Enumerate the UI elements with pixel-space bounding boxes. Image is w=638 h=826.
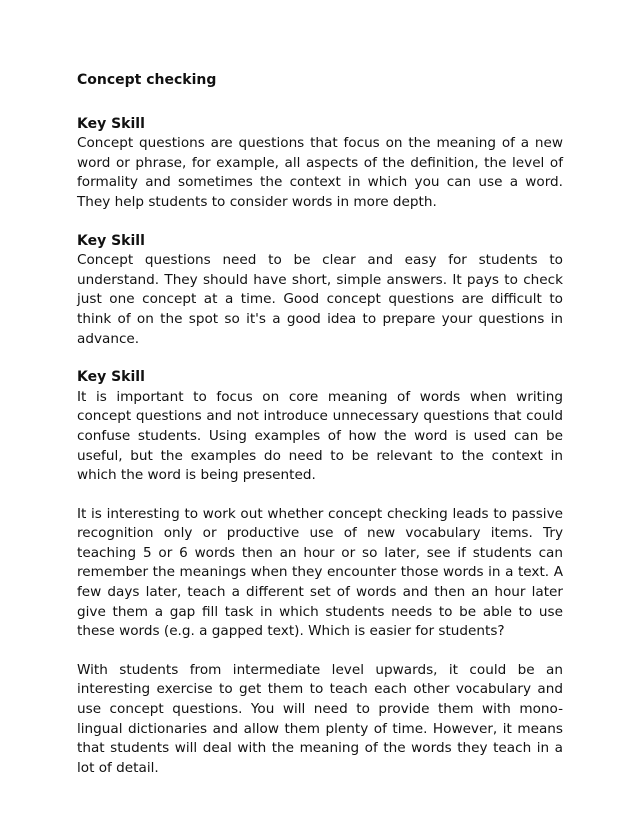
- body-paragraph-1: It is interesting to work out whether concept checking leads to passive recognition only or productive use of new vocabulary items. Try teaching 5 or 6 words then an hour or so later, see if students can remember the meanings when they encounter those words in a text. A few days later, teach a different set of words and then an hour later give them a gap fill task in which students needs to be able to use these words (e.g. a gapped text). Which is easier for students?: [77, 505, 563, 640]
- section-heading: Key Skill: [77, 115, 145, 132]
- document-title: Concept checking: [77, 72, 217, 88]
- section-text: It is important to focus on core meaning of words when writing concept questions and not introduce unnecessary questions that could confuse students. Using examples of how the word is used can be useful, but the examples do need to be relevant to the context in which the word is being presented.: [77, 388, 563, 484]
- section-text: Concept questions need to be clear and easy for students to understand. They should have short, simple answers. It pays to check just one concept at a time. Good concept questions are difficult to think of on the spot so it's a good idea to prepare your questions in advance.: [77, 252, 563, 347]
- section-text: Concept questions are questions that focus on the meaning of a new word or phrase, for example, all aspects of the definition, the level of formality and sometimes the context in which you can use a word. They help students to consider words in more depth.: [77, 135, 563, 210]
- document-body: [77, 71, 563, 778]
- body-paragraph-2: With students from intermediate level upwards, it could be an interesting exercise to get them to teach each other vocabulary and use concept questions. You will need to provide them with mono-lingual dictionaries and allow them plenty of time. However, it means that students will deal with the meaning of the words they teach in a lot of detail.: [77, 661, 563, 776]
- key-skill-section-2: [77, 232, 563, 350]
- key-skill-section-3: [77, 368, 563, 486]
- section-heading: Key Skill: [77, 232, 145, 249]
- section-heading: Key Skill: [77, 369, 145, 386]
- key-skill-section-1: [77, 115, 563, 213]
